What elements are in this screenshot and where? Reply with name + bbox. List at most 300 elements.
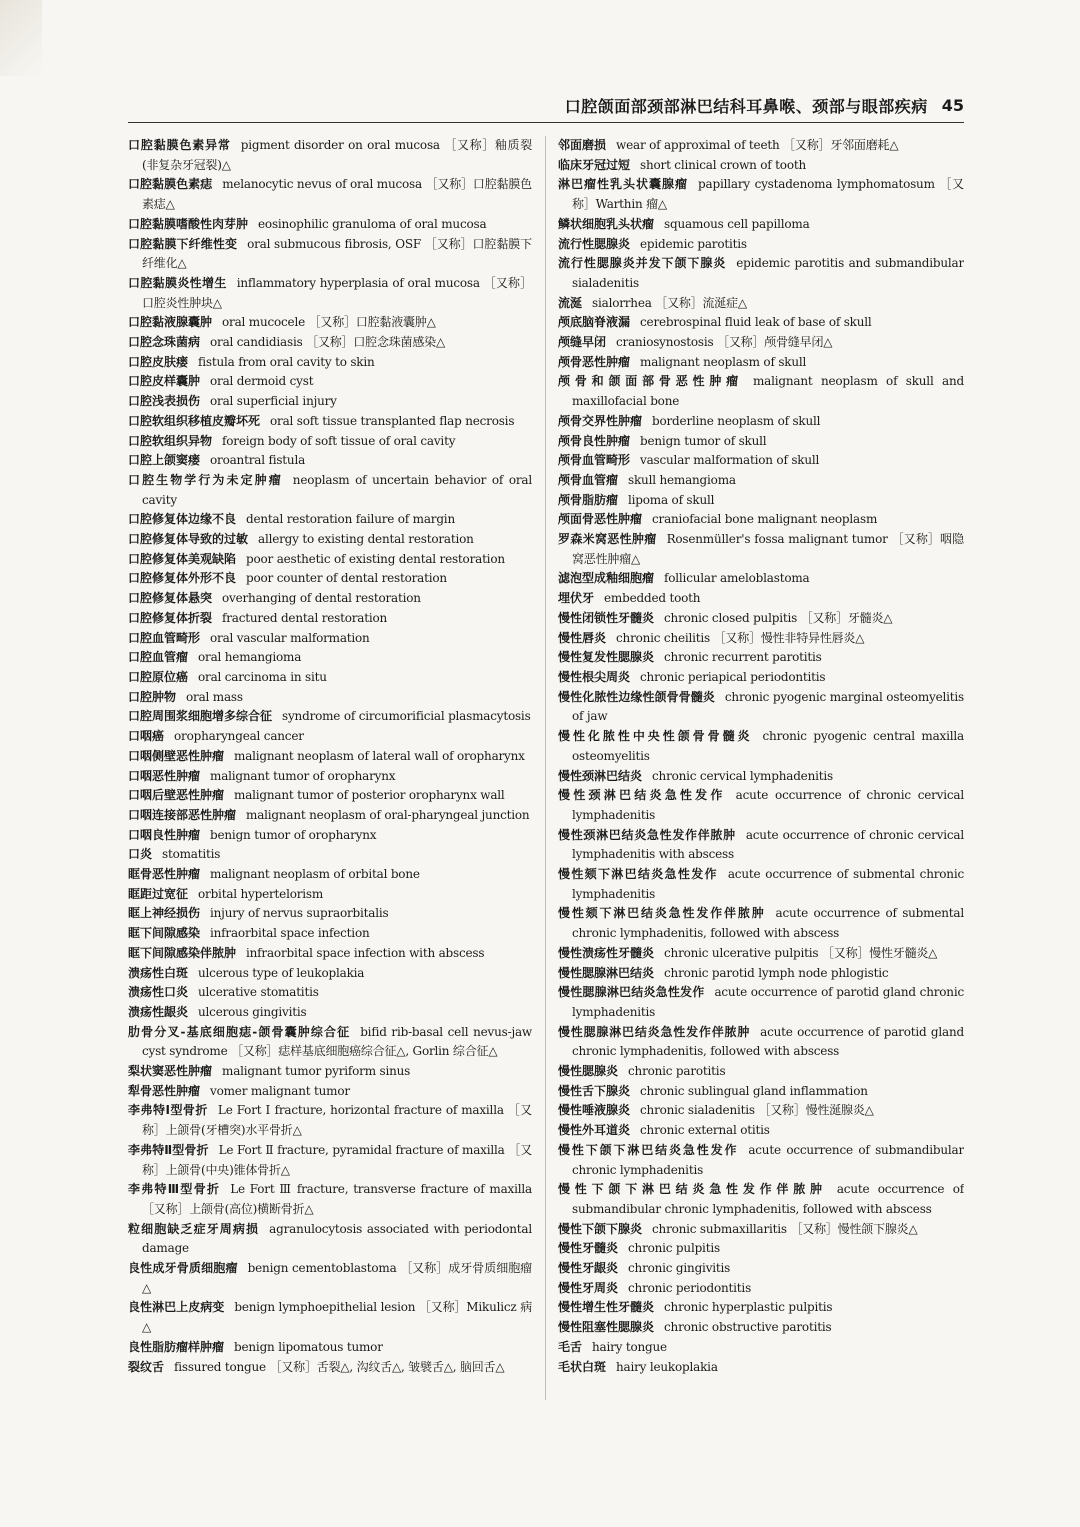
entry-definition: craniosynostosis ［又称］颅骨缝早闭△ — [616, 335, 833, 350]
entry-definition: acute occurrence of chronic cervical lymphadenitis with abscess — [572, 827, 964, 862]
dictionary-entry — [128, 767, 532, 787]
entry-definition: inflammatory hyperplasia of oral mucosa ［又称］口腔炎性肿块△ — [142, 275, 532, 310]
dictionary-entry — [558, 589, 964, 609]
dictionary-entry — [128, 1141, 532, 1180]
entry-definition: chronic hyperplastic pulpitis — [664, 1300, 833, 1315]
dictionary-entry — [558, 294, 964, 314]
dictionary-entry — [128, 353, 532, 373]
dictionary-entry — [558, 313, 964, 333]
entry-definition: papillary cystadenoma lymphomatosum ［又称］Warthin 瘤△ — [572, 177, 964, 212]
dictionary-entry — [128, 530, 532, 550]
entry-definition: benign lipomatous tumor — [234, 1339, 383, 1354]
entry-term: 慢性颈淋巴结炎急性发作 — [558, 788, 726, 803]
entry-definition: lipoma of skull — [628, 492, 715, 507]
dictionary-entry — [558, 1220, 964, 1240]
entry-term: 口腔周围浆细胞增多综合征 — [128, 709, 273, 724]
dictionary-entry — [558, 136, 964, 156]
dictionary-entry — [558, 1358, 964, 1378]
entry-term: 口咽后壁恶性肿瘤 — [128, 788, 225, 803]
left-column — [128, 136, 532, 1406]
entry-term: 颅骨交界性肿瘤 — [558, 413, 643, 428]
entry-term: 慢性闭锁性牙髓炎 — [558, 610, 655, 625]
entry-definition: acute occurrence of submental chronic lymphadenitis, followed with abscess — [572, 906, 964, 941]
entry-definition: chronic pyogenic central maxilla osteomyelitis — [572, 729, 964, 763]
entry-definition: malignant tumor of oropharynx — [210, 768, 396, 783]
entry-definition: overhanging of dental restoration — [222, 591, 421, 606]
entry-definition: oral dermoid cyst — [210, 374, 314, 389]
dictionary-entry — [128, 1358, 532, 1378]
entry-definition: borderline neoplasm of skull — [652, 413, 821, 428]
page-corner-mark — [0, 0, 42, 76]
dictionary-entry — [558, 254, 964, 293]
entry-term: 口腔原位癌 — [128, 669, 189, 684]
entry-definition: malignant tumor pyriform sinus — [222, 1064, 411, 1079]
entry-definition: Le Fort Ⅱ fracture, pyramidal fracture of maxilla ［又称］上颌骨(中央)锥体骨折△ — [142, 1142, 532, 1177]
entry-definition: oral superficial injury — [210, 394, 337, 409]
entry-term: 慢性溃疡性牙髓炎 — [558, 945, 655, 960]
dictionary-entry — [558, 1023, 964, 1062]
dictionary-entry — [558, 215, 964, 235]
entry-definition: malignant neoplasm of skull and maxillofacial bone — [572, 374, 964, 409]
entry-term: 颅缝早闭 — [558, 335, 607, 350]
entry-term: 口腔修复体悬突 — [128, 591, 213, 606]
entry-term: 流涎 — [558, 295, 583, 310]
entry-definition: fractured dental restoration — [222, 610, 388, 625]
entry-term: 口腔生物学行为未定肿瘤 — [128, 472, 283, 487]
entry-definition: acute occurrence of submandibular chronic lymphadenitis, followed with abscess — [572, 1182, 964, 1216]
dictionary-entry — [128, 1259, 532, 1298]
dictionary-entry — [128, 1082, 532, 1102]
entry-term: 口咽连接部恶性肿瘤 — [128, 807, 237, 822]
entry-definition: embedded tooth — [604, 591, 701, 606]
dictionary-entry — [558, 1062, 964, 1082]
dictionary-entry — [128, 786, 532, 806]
entry-definition: bifid rib-basal cell nevus-jaw cyst syndrome ［又称］痣样基底细胞癌综合征△, Gorlin 综合征△ — [142, 1024, 532, 1059]
dictionary-entry — [128, 1220, 532, 1259]
entry-term: 口腔修复体导致的过敏 — [128, 532, 249, 547]
dictionary-entry — [128, 885, 532, 905]
entry-definition: acute occurrence of chronic cervical lymphadenitis — [572, 788, 964, 822]
entry-term: 眶下间隙感染 — [128, 926, 201, 941]
entry-definition: chronic parotitis — [628, 1064, 726, 1079]
entry-term: 慢性下颌下腺炎 — [558, 1221, 643, 1236]
entry-term: 邻面磨损 — [558, 138, 607, 152]
dictionary-entry — [558, 471, 964, 491]
entry-term: 毛状白斑 — [558, 1359, 607, 1374]
entry-definition: vascular malformation of skull — [640, 453, 820, 468]
entry-definition: benign tumor of skull — [640, 433, 767, 448]
entry-term: 慢性下颌下淋巴结炎急性发作 — [558, 1142, 739, 1157]
dictionary-entry — [128, 372, 532, 392]
entry-definition: Le Fort Ⅰ fracture, horizontal fracture of maxilla ［又称］上颌骨(牙槽突)水平骨折△ — [142, 1103, 532, 1138]
entry-term: 颅骨恶性肿瘤 — [558, 354, 631, 369]
entry-term: 滤泡型成釉细胞瘤 — [558, 571, 655, 586]
entry-definition: poor counter of dental restoration — [246, 571, 447, 586]
dictionary-entry — [128, 1298, 532, 1337]
entry-term: 慢性化脓性边缘性颌骨骨髓炎 — [558, 689, 715, 704]
running-header — [128, 88, 964, 123]
dictionary-entry — [558, 1239, 964, 1259]
entry-term: 颅骨良性肿瘤 — [558, 433, 631, 448]
entry-definition: chronic cervical lymphadenitis — [652, 768, 833, 783]
dictionary-entry — [128, 964, 532, 984]
entry-term: 慢性颈淋巴结炎急性发作伴脓肿 — [558, 827, 736, 842]
dictionary-entry — [558, 904, 964, 943]
entry-definition: acute occurrence of parotid gland chronic lymphadenitis, followed with abscess — [572, 1024, 964, 1059]
column-divider — [545, 136, 546, 1400]
entry-definition: malignant neoplasm of lateral wall of oropharynx — [234, 748, 525, 763]
entry-term: 口腔黏膜色素痣 — [128, 177, 213, 192]
dictionary-entry — [558, 826, 964, 865]
entry-definition: chronic periodontitis — [628, 1280, 752, 1295]
entry-term: 口腔皮肤瘘 — [128, 354, 189, 369]
dictionary-entry — [128, 1023, 532, 1062]
entry-term: 粒细胞缺乏症牙周病损 — [128, 1221, 260, 1236]
entry-definition: follicular ameloblastoma — [664, 571, 810, 586]
dictionary-entry — [558, 1101, 964, 1121]
entry-definition: chronic sublingual gland inflammation — [640, 1083, 868, 1098]
dictionary-entry — [128, 1338, 532, 1358]
entry-term: 慢性阻塞性腮腺炎 — [558, 1320, 655, 1335]
entry-term: 毛舌 — [558, 1339, 583, 1354]
running-title: 口腔颌面部颈部淋巴结科耳鼻喉、颈部与眼部疾病 — [564, 96, 928, 116]
dictionary-entry — [558, 333, 964, 353]
entry-definition: cerebrospinal fluid leak of base of skull — [640, 315, 872, 330]
entry-term: 慢性外耳道炎 — [558, 1123, 631, 1138]
entry-definition: squamous cell papilloma — [664, 216, 810, 231]
entry-definition: skull hemangioma — [628, 472, 736, 487]
entry-definition: orbital hypertelorism — [198, 886, 324, 901]
dictionary-entry — [558, 1121, 964, 1141]
entry-term: 慢性根尖周炎 — [558, 669, 631, 684]
entry-term: 眶上神经损伤 — [128, 906, 201, 921]
dictionary-entry — [558, 235, 964, 255]
dictionary-entry — [558, 727, 964, 766]
entry-definition: ulcerous type of leukoplakia — [198, 965, 365, 980]
entry-term: 口腔浅表损伤 — [128, 394, 201, 409]
entry-definition: epidemic parotitis — [640, 236, 747, 251]
entry-term: 肋骨分叉-基底细胞痣-颌骨囊肿综合征 — [128, 1024, 351, 1039]
dictionary-entry — [128, 845, 532, 865]
entry-definition: oral submucous fibrosis, OSF ［又称］口腔黏膜下纤维化△ — [142, 236, 532, 271]
dictionary-entry — [558, 983, 964, 1022]
dictionary-entry — [558, 175, 964, 214]
entry-term: 李弗特Ⅰ型骨折 — [128, 1103, 208, 1118]
entry-term: 梨状窦恶性肿瘤 — [128, 1064, 213, 1079]
dictionary-entry — [128, 589, 532, 609]
entry-term: 口咽良性肿瘤 — [128, 827, 201, 842]
entry-term: 颅骨脂肪瘤 — [558, 492, 619, 507]
entry-term: 慢性舌下腺炎 — [558, 1083, 631, 1098]
dictionary-entry — [558, 510, 964, 530]
dictionary-entry — [558, 609, 964, 629]
entry-term: 鳞状细胞乳头状瘤 — [558, 216, 655, 231]
entry-term: 裂纹舌 — [128, 1359, 165, 1374]
entry-definition: melanocytic nevus of oral mucosa ［又称］口腔黏膜色素痣△ — [142, 177, 532, 212]
entry-term: 口炎 — [128, 847, 153, 862]
entry-definition: injury of nervus supraorbitalis — [210, 906, 389, 921]
entry-definition: chronic external otitis — [640, 1123, 770, 1138]
entry-term: 慢性颏下淋巴结炎急性发作伴脓肿 — [558, 906, 766, 921]
entry-definition: chronic ulcerative pulpitis ［又称］慢性牙髓炎△ — [664, 945, 938, 960]
entry-term: 口腔修复体边缘不良 — [128, 512, 237, 527]
entry-term: 颅骨和颌面部骨恶性肿瘤 — [558, 374, 743, 389]
entry-definition: short clinical crown of tooth — [640, 157, 806, 172]
dictionary-entry — [558, 964, 964, 984]
entry-definition: oral mass — [186, 689, 243, 704]
entry-definition: allergy to existing dental restoration — [258, 532, 474, 547]
dictionary-entry — [558, 569, 964, 589]
dictionary-entry — [558, 1259, 964, 1279]
entry-definition: ulcerous gingivitis — [198, 1004, 307, 1019]
entry-term: 眶下间隙感染伴脓肿 — [128, 945, 237, 960]
entry-term: 口腔血管瘤 — [128, 650, 189, 665]
dictionary-entry — [128, 274, 532, 313]
entry-definition: benign lymphoepithelial lesion ［又称］Mikulicz 病△ — [142, 1300, 532, 1335]
entry-definition: acute occurrence of submental chronic lymphadenitis — [572, 867, 964, 901]
entry-definition: eosinophilic granuloma of oral mucosa — [258, 216, 487, 231]
entry-definition: chronic parotid lymph node phlogistic — [664, 965, 889, 980]
page-number: 45 — [941, 95, 964, 115]
dictionary-entry — [558, 1338, 964, 1358]
dictionary-entry — [558, 944, 964, 964]
dictionary-entry — [128, 1101, 532, 1140]
dictionary-entry — [558, 668, 964, 688]
entry-term: 颅骨血管瘤 — [558, 472, 619, 487]
entry-definition: poor aesthetic of existing dental restoration — [246, 551, 505, 566]
dictionary-entry — [558, 432, 964, 452]
dictionary-entry — [128, 235, 532, 274]
entry-definition: craniofacial bone malignant neoplasm — [652, 512, 878, 527]
dictionary-entry — [128, 826, 532, 846]
entry-term: 良性脂肪瘤样肿瘤 — [128, 1339, 225, 1354]
entry-definition: epidemic parotitis and submandibular sialadenitis — [572, 256, 964, 290]
entry-term: 慢性牙周炎 — [558, 1280, 619, 1295]
entry-term: 慢性颈淋巴结炎 — [558, 768, 643, 783]
entry-term: 犁骨恶性肿瘤 — [128, 1083, 201, 1098]
entry-definition: oral hemangioma — [198, 650, 302, 665]
entry-definition: chronic cheilitis ［又称］慢性非特异性唇炎△ — [616, 630, 865, 645]
entry-definition: malignant tumor of posterior oropharynx wall — [234, 788, 505, 803]
dictionary-entry — [558, 1318, 964, 1338]
entry-term: 口腔软组织移植皮瓣坏死 — [128, 413, 261, 428]
entry-term: 口咽侧壁恶性肿瘤 — [128, 748, 225, 763]
dictionary-entry — [558, 1082, 964, 1102]
dictionary-entry — [128, 806, 532, 826]
entry-term: 慢性腮腺淋巴结炎急性发作 — [558, 985, 705, 1000]
entry-term: 淋巴瘤性乳头状囊腺瘤 — [558, 177, 689, 192]
entry-term: 慢性牙龈炎 — [558, 1261, 619, 1276]
entry-definition: oroantral fistula — [210, 453, 306, 468]
entry-term: 颅面骨恶性肿瘤 — [558, 512, 643, 527]
dictionary-entry — [128, 432, 532, 452]
entry-term: 罗森米窝恶性肿瘤 — [558, 532, 657, 547]
entry-term: 口腔修复体美观缺陷 — [128, 551, 237, 566]
dictionary-entry — [128, 944, 532, 964]
entry-definition: hairy leukoplakia — [616, 1359, 718, 1374]
dictionary-entry — [558, 156, 964, 176]
entry-definition: syndrome of circumorificial plasmacytosis — [282, 709, 531, 724]
entry-term: 临床牙冠过短 — [558, 157, 631, 172]
dictionary-entry — [558, 412, 964, 432]
entry-definition: chronic closed pulpitis ［又称］牙髓炎△ — [664, 610, 893, 625]
entry-term: 口腔黏液腺囊肿 — [128, 315, 213, 330]
dictionary-entry — [128, 175, 532, 214]
dictionary-entry — [558, 688, 964, 727]
dictionary-entry — [128, 629, 532, 649]
entry-definition: oral candidiasis ［又称］口腔念珠菌感染△ — [210, 335, 445, 350]
entry-term: 口腔修复体外形不良 — [128, 571, 237, 586]
dictionary-entry — [128, 392, 532, 412]
entry-definition: malignant neoplasm of oral-pharyngeal junction — [246, 807, 530, 822]
dictionary-entry — [558, 372, 964, 411]
entry-definition: benign tumor of oropharynx — [210, 827, 377, 842]
dictionary-entry — [128, 983, 532, 1003]
entry-definition: pigment disorder on oral mucosa ［又称］釉质裂(非复杂牙冠裂)△ — [142, 138, 532, 172]
entry-term: 慢性腮腺炎 — [558, 1064, 619, 1079]
entry-definition: Rosenmüller's fossa malignant tumor ［又称］咽隐窝恶性肿瘤△ — [572, 532, 964, 566]
entry-definition: oral soft tissue transplanted flap necrosis — [270, 413, 515, 428]
dictionary-entry — [128, 215, 532, 235]
entry-definition: vomer malignant tumor — [210, 1083, 350, 1098]
entry-definition: stomatitis — [162, 847, 221, 862]
dictionary-entry — [128, 1062, 532, 1082]
entry-term: 口腔血管畸形 — [128, 630, 201, 645]
entry-definition: Le Fort Ⅲ fracture, transverse fracture of maxilla ［又称］上颌骨(高位)横断骨折△ — [142, 1182, 532, 1216]
entry-definition: chronic pyogenic marginal osteomyelitis of jaw — [572, 689, 964, 724]
dictionary-entry — [558, 865, 964, 904]
entry-term: 流行性腮腺炎并发下颌下腺炎 — [558, 256, 727, 271]
dictionary-entry — [128, 648, 532, 668]
dictionary-entry — [558, 1279, 964, 1299]
entry-term: 慢性牙髓炎 — [558, 1241, 619, 1256]
dictionary-entry — [128, 747, 532, 767]
entry-term: 慢性化脓性中央性颌骨骨髓炎 — [558, 729, 753, 744]
entry-definition: chronic periapical periodontitis — [640, 669, 826, 684]
dictionary-entry — [558, 1298, 964, 1318]
dictionary-entry — [558, 1180, 964, 1219]
dictionary-entry — [558, 451, 964, 471]
entry-definition: benign cementoblastoma ［又称］成牙骨质细胞瘤△ — [142, 1261, 532, 1295]
entry-definition: hairy tongue — [592, 1339, 667, 1354]
entry-term: 埋伏牙 — [558, 591, 595, 606]
dictionary-entry — [128, 569, 532, 589]
entry-definition: fissured tongue ［又称］舌裂△, 沟纹舌△, 皱襞舌△, 脑回舌△ — [174, 1359, 505, 1374]
entry-term: 眶距过宽征 — [128, 886, 189, 901]
entry-definition: acute occurrence of submandibular chronic lymphadenitis — [572, 1142, 964, 1177]
dictionary-entry — [128, 668, 532, 688]
entry-term: 慢性颏下淋巴结炎急性发作 — [558, 867, 718, 882]
entry-definition: oropharyngeal cancer — [174, 729, 304, 744]
entry-definition: neoplasm of uncertain behavior of oral cavity — [142, 472, 532, 507]
entry-definition: infraorbital space infection with abscess — [246, 945, 485, 960]
entry-term: 慢性增生性牙髓炎 — [558, 1300, 655, 1315]
dictionary-entry — [558, 491, 964, 511]
entry-definition: dental restoration failure of margin — [246, 512, 455, 527]
entry-term: 口腔肿物 — [128, 689, 177, 704]
entry-term: 溃疡性口炎 — [128, 985, 189, 1000]
entry-definition: fistula from oral cavity to skin — [198, 354, 375, 369]
entry-term: 口腔上颌窦瘘 — [128, 453, 201, 468]
entry-term: 慢性腮腺淋巴结炎 — [558, 965, 655, 980]
entry-definition: oral carcinoma in situ — [198, 669, 327, 684]
entry-term: 溃疡性白斑 — [128, 965, 189, 980]
entry-term: 慢性唾液腺炎 — [558, 1103, 631, 1118]
entry-definition: oral vascular malformation — [210, 630, 370, 645]
entry-term: 良性成牙骨质细胞瘤 — [128, 1261, 238, 1276]
dictionary-entry — [558, 648, 964, 668]
dictionary-entry — [128, 865, 532, 885]
dictionary-entry — [128, 471, 532, 510]
dictionary-entry — [128, 333, 532, 353]
entry-definition: chronic recurrent parotitis — [664, 650, 822, 665]
entry-term: 颅底脑脊液漏 — [558, 315, 631, 330]
entry-definition: malignant neoplasm of orbital bone — [210, 867, 420, 882]
entry-term: 口腔软组织异物 — [128, 433, 213, 448]
dictionary-entry — [558, 767, 964, 787]
entry-definition: sialorrhea ［又称］流涎症△ — [592, 295, 747, 310]
entry-term: 良性淋巴上皮病变 — [128, 1300, 225, 1315]
right-column — [558, 136, 964, 1406]
entry-term: 李弗特Ⅲ型骨折 — [128, 1182, 221, 1197]
entry-term: 慢性复发性腮腺炎 — [558, 650, 655, 665]
dictionary-entry — [128, 510, 532, 530]
dictionary-entry — [558, 530, 964, 569]
entry-term: 口腔修复体折裂 — [128, 610, 213, 625]
dictionary-entry — [128, 412, 532, 432]
entry-definition: chronic gingivitis — [628, 1261, 731, 1276]
entry-term: 口咽恶性肿瘤 — [128, 768, 201, 783]
entry-definition: agranulocytosis associated with periodontal damage — [142, 1221, 532, 1256]
dictionary-entry — [558, 629, 964, 649]
dictionary-entry — [128, 904, 532, 924]
entry-term: 眶骨恶性肿瘤 — [128, 867, 201, 882]
entry-definition: malignant neoplasm of skull — [640, 354, 807, 369]
entry-term: 慢性唇炎 — [558, 630, 607, 645]
dictionary-entry — [128, 550, 532, 570]
entry-term: 口腔黏膜炎性增生 — [128, 275, 227, 290]
entry-term: 溃疡性龈炎 — [128, 1004, 189, 1019]
entry-term: 口腔黏膜下纤维性变 — [128, 236, 238, 251]
entry-definition: chronic obstructive parotitis — [664, 1320, 832, 1335]
dictionary-entry — [128, 727, 532, 747]
entry-term: 口腔黏膜色素异常 — [128, 138, 231, 152]
entry-definition: oral mucocele ［又称］口腔黏液囊肿△ — [222, 315, 436, 330]
entry-definition: foreign body of soft tissue of oral cavity — [222, 433, 456, 448]
dictionary-entry — [128, 313, 532, 333]
entry-term: 口咽癌 — [128, 729, 165, 744]
dictionary-entry — [128, 451, 532, 471]
entry-term: 颅骨血管畸形 — [558, 453, 631, 468]
entry-definition: chronic sialadenitis ［又称］慢性涎腺炎△ — [640, 1103, 874, 1118]
entry-definition: acute occurrence of parotid gland chronic lymphadenitis — [572, 985, 964, 1019]
entry-term: 口腔黏膜嗜酸性肉芽肿 — [128, 216, 249, 231]
dictionary-entry — [558, 353, 964, 373]
dictionary-entry — [558, 1141, 964, 1180]
entry-term: 流行性腮腺炎 — [558, 236, 631, 251]
dictionary-entry — [128, 1003, 532, 1023]
dictionary-entry — [558, 786, 964, 825]
entry-term: 李弗特Ⅱ型骨折 — [128, 1142, 209, 1157]
entry-definition: infraorbital space infection — [210, 926, 370, 941]
entry-definition: ulcerative stomatitis — [198, 985, 319, 1000]
entry-term: 慢性腮腺淋巴结炎急性发作伴脓肿 — [558, 1024, 751, 1039]
dictionary-entry — [128, 136, 532, 175]
entry-term: 口腔念珠菌病 — [128, 335, 201, 350]
entry-definition: chronic submaxillaritis ［又称］慢性颌下腺炎△ — [652, 1221, 918, 1236]
dictionary-entry — [128, 707, 532, 727]
entry-definition: chronic pulpitis — [628, 1241, 720, 1256]
